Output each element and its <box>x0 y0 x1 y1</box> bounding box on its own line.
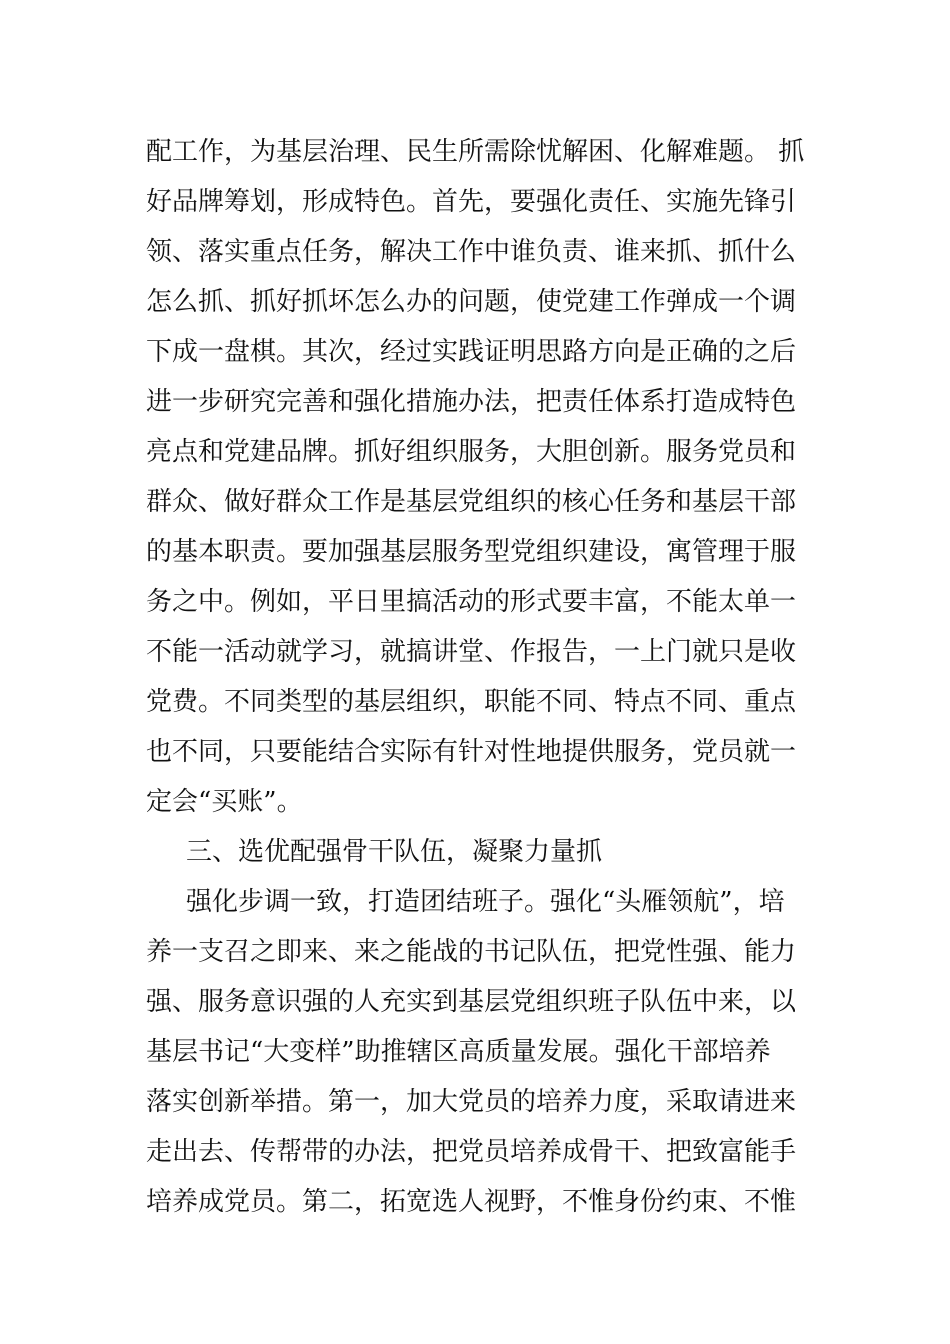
text-line: 配工作，为基层治理、民生所需除忧解困、化解难题。 抓 <box>146 137 805 167</box>
text-line: 落实创新举措。第一，加大党员的培养力度，采取请进来 <box>146 1087 797 1117</box>
body-text <box>146 127 816 1227</box>
text-line: 领、落实重点任务，解决工作中谁负责、谁来抓、抓什么 <box>146 237 797 267</box>
text-line: 培养成党员。第二，拓宽选人视野，不惟身份约束、不惟 <box>146 1187 797 1217</box>
text-line: 强化步调一致，打造团结班子。强化“头雁领航”，培 <box>186 887 785 917</box>
text-line: 下成一盘棋。其次，经过实践证明思路方向是正确的之后 <box>146 337 797 367</box>
text-line: 也不同，只要能结合实际有针对性地提供服务，党员就一 <box>146 737 797 767</box>
text-line: 亮点和党建品牌。抓好组织服务，大胆创新。服务党员和 <box>146 437 797 467</box>
text-line: 走出去、传帮带的办法，把党员培养成骨干、把致富能手 <box>146 1137 797 1167</box>
text-line: 不能一活动就学习，就搞讲堂、作报告，一上门就只是收 <box>146 637 797 667</box>
text-line: 群众、做好群众工作是基层党组织的核心任务和基层干部 <box>146 487 797 517</box>
text-line: 怎么抓、抓好抓坏怎么办的问题，使党建工作弹成一个调 <box>146 287 797 317</box>
section-heading: 三、选优配强骨干队伍，凝聚力量抓 <box>186 837 603 867</box>
text-line: 好品牌筹划，形成特色。首先，要强化责任、实施先锋引 <box>146 187 797 217</box>
text-line: 基层书记“大变样”助推辖区高质量发展。强化干部培养 <box>146 1037 771 1067</box>
text-line: 养一支召之即来、来之能战的书记队伍，把党性强、能力 <box>146 937 797 967</box>
text-line: 进一步研究完善和强化措施办法，把责任体系打造成特色 <box>146 387 797 417</box>
text-line: 党费。不同类型的基层组织，职能不同、特点不同、重点 <box>146 687 797 717</box>
text-line: 定会“买账”。 <box>146 787 303 817</box>
text-line: 务之中。例如，平日里搞活动的形式要丰富，不能太单一 <box>146 587 797 617</box>
text-line: 强、服务意识强的人充实到基层党组织班子队伍中来，以 <box>146 987 797 1017</box>
text-line: 的基本职责。要加强基层服务型党组织建设，寓管理于服 <box>146 537 797 567</box>
